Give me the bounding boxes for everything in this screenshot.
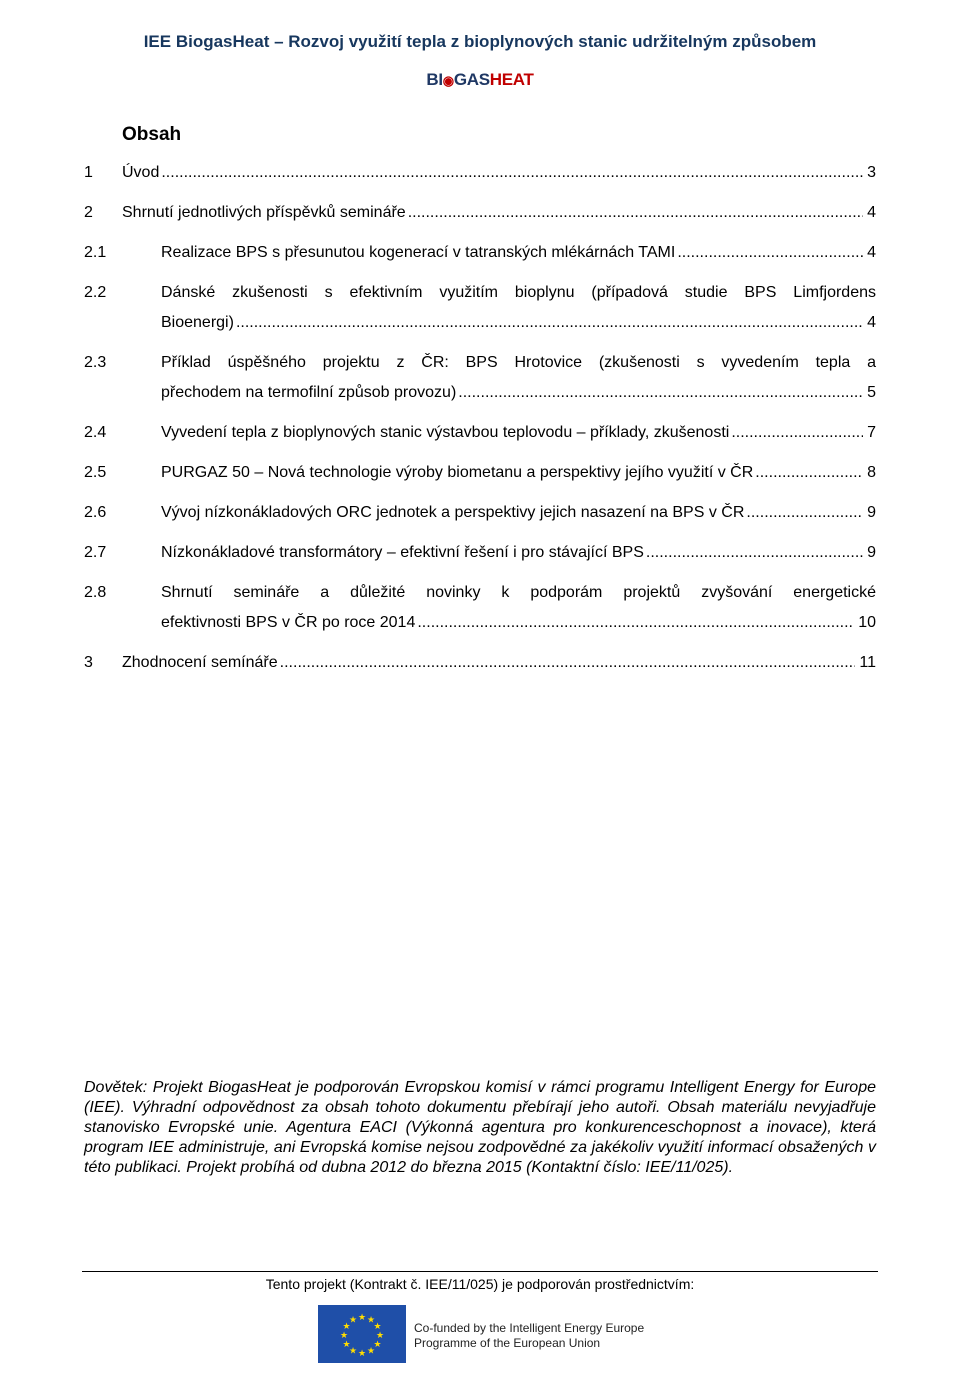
toc-entry-title: přechodem na termofilní způsob provozu) [161, 384, 457, 401]
toc-entry[interactable] [84, 418, 876, 448]
toc-entry-number: 2.1 [84, 244, 107, 261]
biogasheat-logo: BI◉GASHEAT [426, 70, 534, 89]
toc-entry-number: 2.2 [84, 284, 107, 301]
toc-heading: Obsah [122, 124, 182, 145]
toc-entry-title: Realizace BPS s přesunutou kogenerací v tatranských mlékárnách TAMI [161, 244, 676, 261]
svg-text:★: ★ [348, 1346, 358, 1357]
svg-text:★: ★ [366, 1346, 376, 1357]
toc-entry-title: Shrnutí jednotlivých příspěvků semináře [122, 204, 406, 221]
toc-entry-title: Bioenergi) [161, 314, 234, 331]
svg-text:★: ★ [342, 1340, 351, 1350]
svg-text:★: ★ [357, 1313, 367, 1323]
toc-entry[interactable] [84, 538, 876, 568]
toc-entry-number: 2.7 [84, 544, 107, 561]
toc-entry[interactable] [84, 458, 876, 488]
svg-text:★: ★ [375, 1331, 385, 1341]
toc-entry[interactable] [84, 278, 876, 338]
toc-entry-number: 2.3 [84, 354, 107, 371]
svg-text:★: ★ [373, 1340, 382, 1350]
toc-entry-title: Vývoj nízkonákladových ORC jednotek a perspektivy jejich nasazení na BPS v ČR [161, 504, 745, 521]
table-of-contents [84, 158, 876, 678]
toc-entry-title: Zhodnocení semínáře [122, 654, 278, 671]
toc-entry-title: Nízkonákladové transformátory – efektivní řešení i pro stávající BPS [161, 544, 644, 561]
disclaimer-note: Dovětek: Projekt BiogasHeat je podporován Evropskou komisí v rámci programu Intelligent Energy for Europe (IEE). Výhradní odpovědnost za obsah tohoto dokumentu přebírají jeho autoři. Obsah materiálu nevyjadřuje stanovisko Evropské unie. Agentura EACI (Výkonná agentura pro konkurenceschopnost a inovace), která program IEE administruje, ani Evropská komise nejsou zodpovědné za jakékoliv využití informací obsažených v této publikaci. Projekt probíhá od dubna 2012 do března 2015 (Kontaktní číslo: IEE/11/025). [84, 1079, 876, 1176]
toc-entry[interactable] [84, 238, 876, 268]
toc-entry-title-line1: Shrnutí semináře a důležité novinky k podporám projektů zvyšování energetické [161, 584, 876, 601]
svg-text:★: ★ [373, 1322, 382, 1332]
toc-entry[interactable] [84, 198, 876, 228]
toc-entry[interactable] [84, 498, 876, 528]
svg-text:★: ★ [357, 1349, 367, 1359]
toc-entry-number: 1 [84, 164, 93, 181]
toc-entry[interactable] [84, 158, 876, 188]
toc-entry-page: 4 [867, 314, 876, 331]
toc-entry-number: 2.5 [84, 464, 107, 481]
toc-entry-page: 5 [867, 384, 876, 401]
toc-entry-page: 3 [867, 164, 876, 181]
toc-entry-number: 3 [84, 654, 93, 671]
toc-entry[interactable] [84, 648, 876, 678]
toc-entry-title-line1: Příklad úspěšného projektu z ČR: BPS Hrotovice (zkušenosti s vyvedením tepla a [161, 354, 876, 371]
svg-text:★: ★ [339, 1331, 349, 1341]
footer-funding-text: Tento projekt (Kontrakt č. IEE/11/025) je podporován prostřednictvím: [265, 1276, 695, 1292]
eu-flag-icon [318, 1305, 406, 1363]
toc-entry[interactable] [84, 578, 876, 638]
toc-entry-page: 9 [867, 544, 876, 561]
footer-divider [82, 1271, 878, 1272]
toc-entry-number: 2.8 [84, 584, 107, 601]
toc-entry-page: 9 [867, 504, 876, 521]
eu-cofunding-text: Co-funded by the Intelligent Energy Europe Programme of the European Union [414, 1321, 645, 1350]
toc-entry-page: 10 [858, 614, 876, 631]
svg-text:★: ★ [342, 1322, 351, 1332]
toc-entry-title-line1: Dánské zkušenosti s efektivním využitím bioplynu (případová studie BPS Limfjordens [161, 284, 876, 301]
toc-entry-title: PURGAZ 50 – Nová technologie výroby biometanu a perspektivy jejího využití v ČR [161, 464, 754, 481]
svg-text:★: ★ [348, 1315, 358, 1326]
toc-entry[interactable] [84, 348, 876, 408]
toc-entry-number: 2.6 [84, 504, 107, 521]
document-header-title: IEE BiogasHeat – Rozvoj využití tepla z bioplynových stanic udržitelným způsobem [143, 32, 817, 51]
toc-entry-number: 2 [84, 204, 93, 221]
toc-entry-page: 7 [867, 424, 876, 441]
toc-entry-number: 2.4 [84, 424, 107, 441]
svg-text:★: ★ [366, 1315, 376, 1326]
toc-entry-page: 4 [867, 244, 876, 261]
toc-entry-title: Vyvedení tepla z bioplynových stanic výstavbou teplovodu – příklady, zkušenosti [161, 424, 730, 441]
toc-entry-title: efektivnosti BPS v ČR po roce 2014 [161, 614, 416, 631]
toc-entry-page: 4 [867, 204, 876, 221]
toc-entry-page: 11 [859, 654, 876, 671]
toc-entry-page: 8 [867, 464, 876, 481]
toc-entry-title: Úvod [122, 164, 160, 181]
